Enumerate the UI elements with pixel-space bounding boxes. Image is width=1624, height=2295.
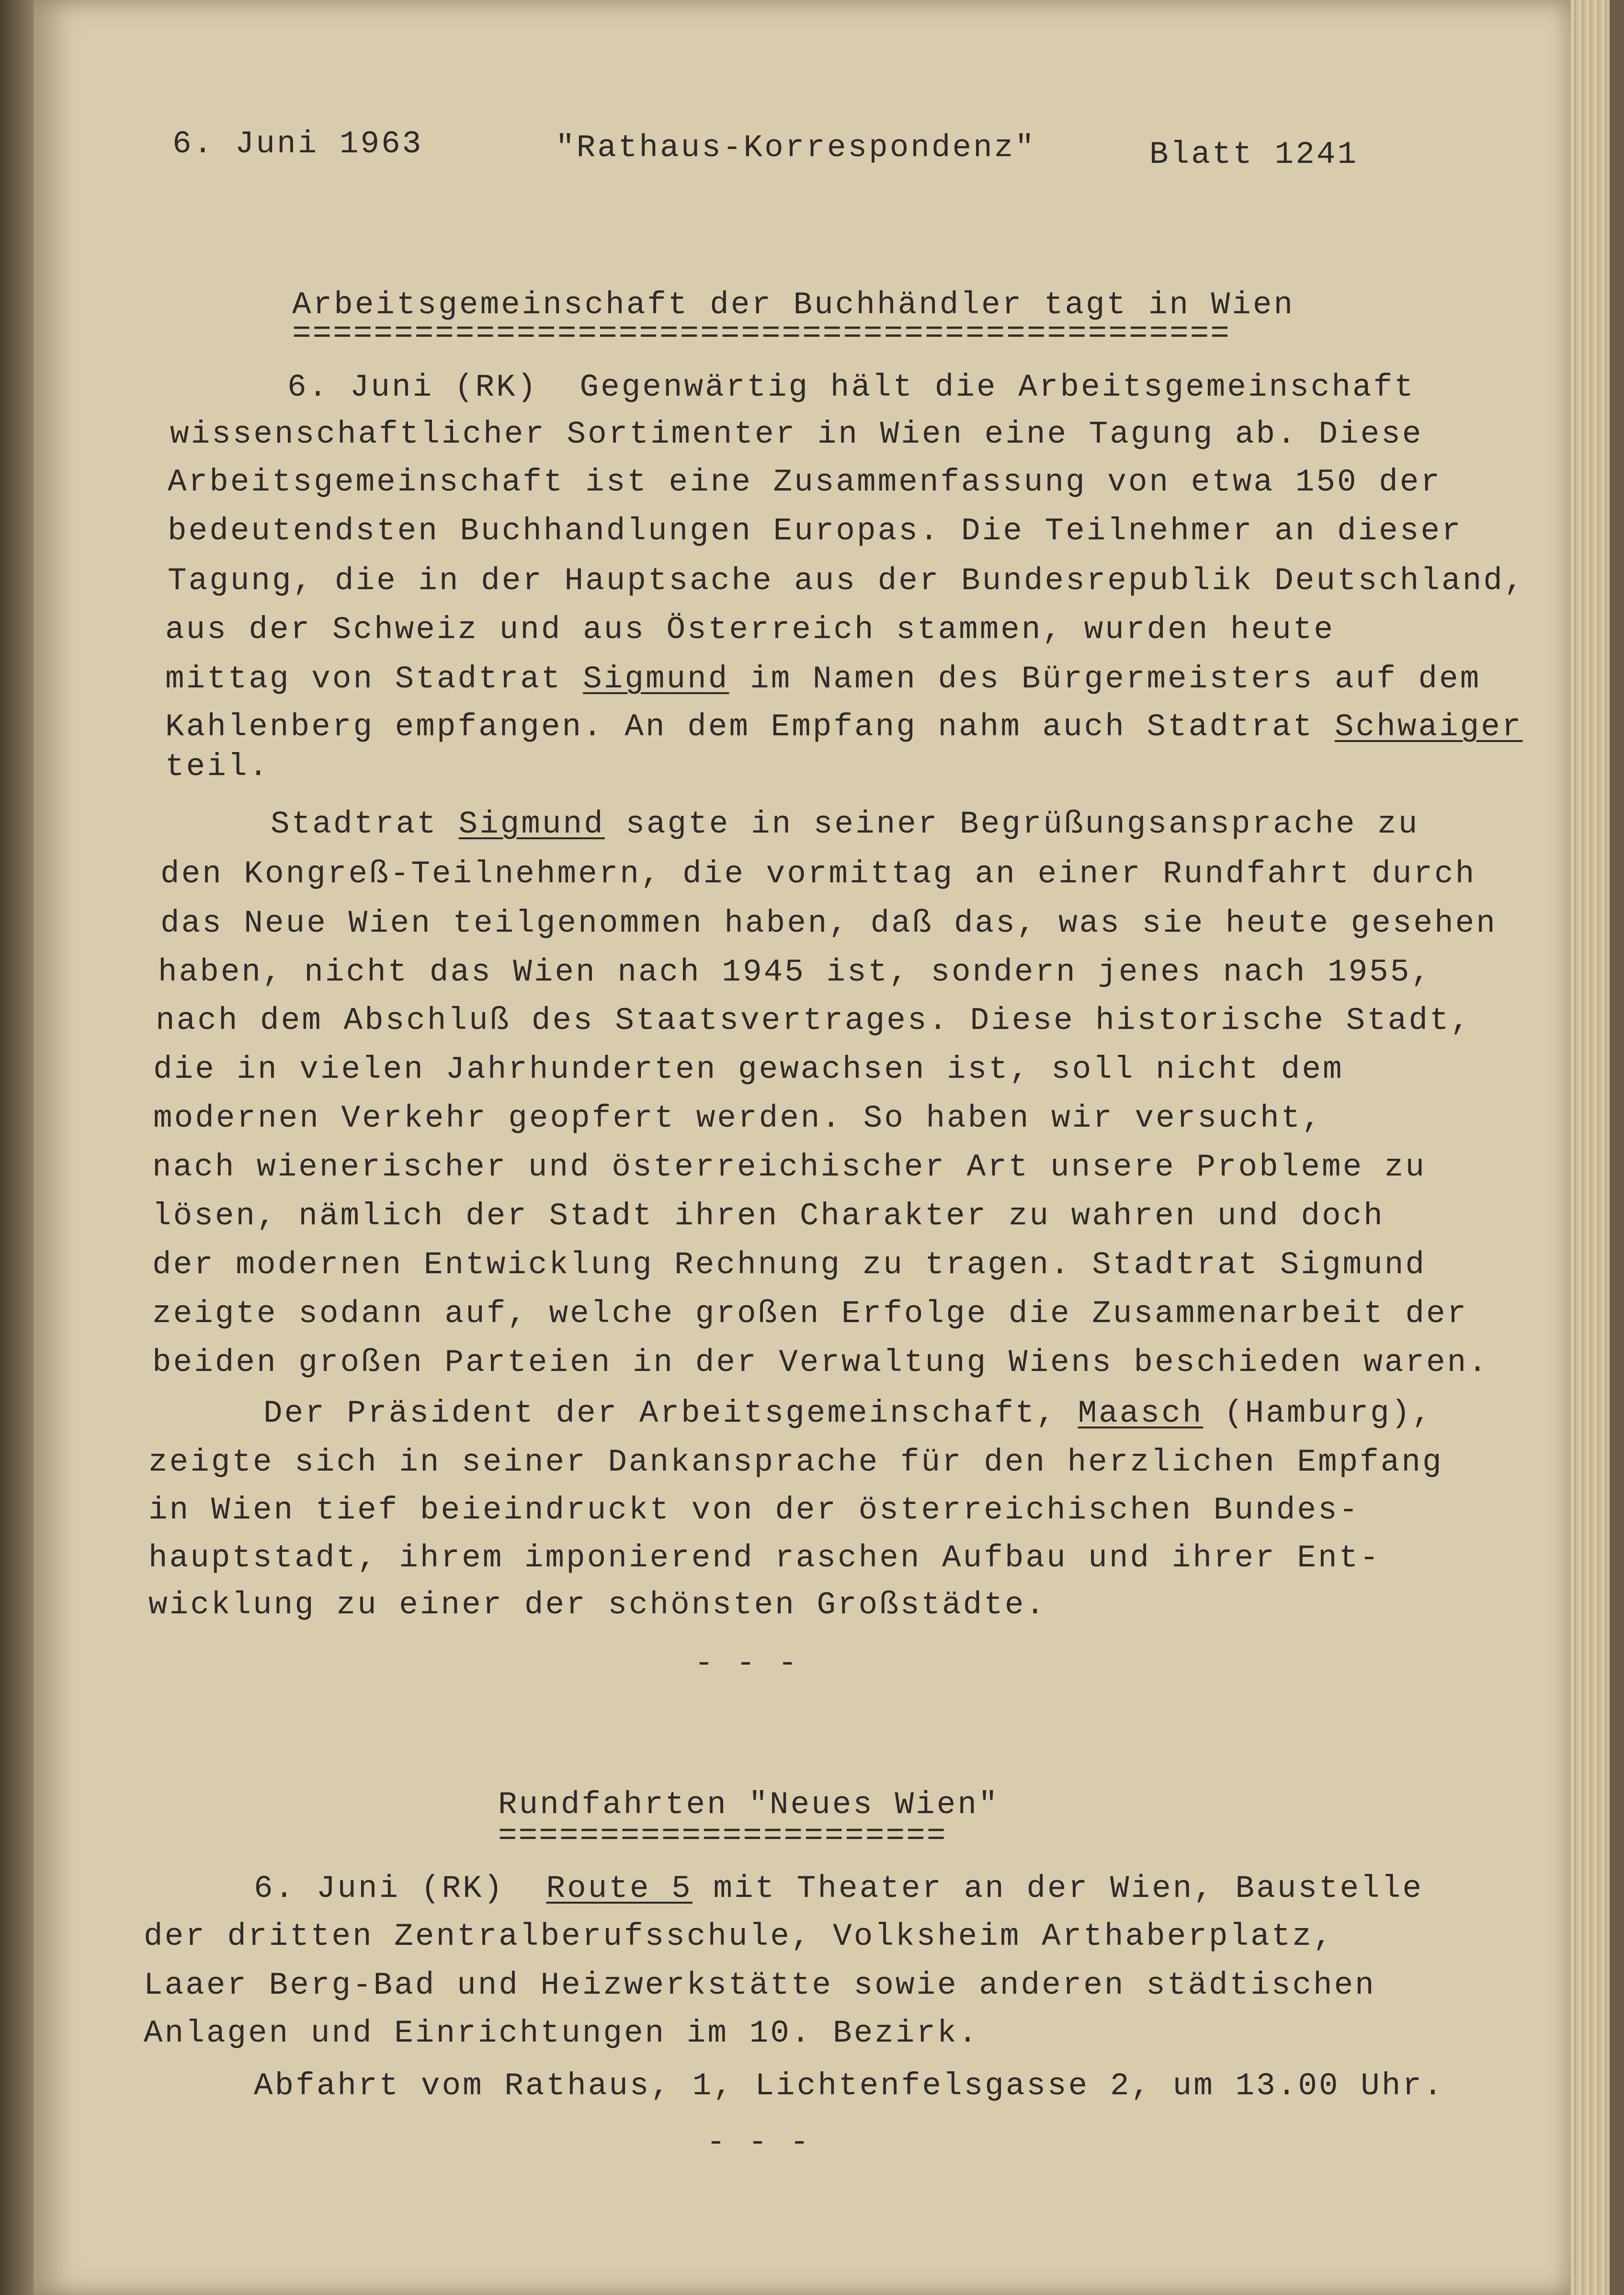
header-sheet-number: Blatt 1241 — [1149, 137, 1359, 172]
text-segment: Stadtrat — [271, 806, 459, 842]
name-sigmund: Sigmund — [583, 661, 729, 697]
article1-p2-line9: lösen, nämlich der Stadt ihren Charakter zu wahren und doch — [152, 1198, 1385, 1234]
article2-p1-line3: Laaer Berg-Bad und Heizwerkstätte sowie anderen städtischen — [144, 1967, 1376, 2003]
article1-p1-line6: aus der Schweiz und aus Österreich stammen, wurden heute — [165, 612, 1335, 648]
article2-title-rule: ====================== — [498, 1818, 947, 1854]
article1-title-rule: ============================================== — [292, 316, 1231, 352]
name-schwaiger: Schwaiger — [1334, 709, 1523, 745]
text-segment: 6. Juni (RK) — [254, 1871, 546, 1907]
article1-p2-line5: nach dem Abschluß des Staatsvertrages. Diese historische Stadt, — [156, 1003, 1472, 1039]
article1-p1-line1: 6. Juni (RK) Gegenwärtig hält die Arbeitsgemeinschaft — [287, 369, 1415, 405]
article1-separator: - - - — [694, 1645, 799, 1681]
article1-p3-line3: in Wien tief beieindruckt von der österreichischen Bundes- — [148, 1492, 1360, 1528]
text-segment: mittag von Stadtrat — [165, 661, 583, 697]
article2-departure: Abfahrt vom Rathaus, 1, Lichtenfelsgasse 2, um 13.00 Uhr. — [254, 2068, 1444, 2104]
text-segment: Der Präsident der Arbeitsgemeinschaft, — [263, 1395, 1078, 1431]
article1-p2-line10: der modernen Entwicklung Rechnung zu tragen. Stadtrat Sigmund — [152, 1247, 1426, 1283]
article1-p1-line9: teil. — [165, 749, 270, 785]
text-segment: sagte in seiner Begrüßungsansprache zu — [604, 806, 1420, 842]
article1-p3-line5: wicklung zu einer der schönsten Großstädte. — [148, 1587, 1047, 1623]
article1-p1-line5: Tagung, die in der Hauptsache aus der Bundesrepublik Deutschland, — [168, 563, 1525, 599]
article1-p1-line3: Arbeitsgemeinschaft ist eine Zusammenfassung von etwa 150 der — [168, 464, 1442, 500]
text-segment: im Namen des Bürgermeisters auf dem — [729, 661, 1481, 697]
name-sigmund: Sigmund — [458, 806, 605, 842]
article1-p2-line1 — [271, 806, 1420, 842]
article1-p2-line3: das Neue Wien teilgenommen haben, daß das, was sie heute gesehen — [160, 905, 1497, 941]
article1-p1-line4: bedeutendsten Buchhandlungen Europas. Die Teilnehmer an dieser — [168, 513, 1463, 549]
article2-title: Rundfahrten "Neues Wien" — [498, 1787, 999, 1823]
route-5: Route 5 — [546, 1871, 693, 1907]
article1-p2-line4: haben, nicht das Wien nach 1945 ist, sondern jenes nach 1955, — [158, 954, 1432, 990]
article1-p3-line2: zeigte sich in seiner Dankansprache für den herzlichen Empfang — [148, 1444, 1443, 1480]
article1-title: Arbeitsgemeinschaft der Buchhändler tagt in Wien — [292, 287, 1295, 323]
text-segment: (Hamburg), — [1203, 1395, 1433, 1431]
article2-separator: - - - — [706, 2124, 811, 2160]
name-maasch: Maasch — [1078, 1395, 1204, 1431]
article1-p2-line7: modernen Verkehr geopfert werden. So haben wir versucht, — [153, 1100, 1323, 1136]
article1-p2-line6: die in vielen Jahrhunderten gewachsen ist, soll nicht dem — [153, 1051, 1344, 1087]
text-segment: mit Theater an der Wien, Baustelle — [692, 1871, 1423, 1907]
article1-p2-line11: zeigte sodann auf, welche großen Erfolge die Zusammenarbeit der — [152, 1296, 1468, 1332]
article1-p1-line2: wissenschaftlicher Sortimenter in Wien eine Tagung ab. Diese — [170, 416, 1423, 452]
article2-p1-line1 — [254, 1873, 1423, 1905]
article2-p1-line2: der dritten Zentralberufsschule, Volksheim Arthaberplatz, — [144, 1918, 1334, 1954]
header-publication: "Rathaus-Korrespondenz" — [556, 130, 1036, 166]
article1-p2-line12: beiden großen Parteien in der Verwaltung Wiens beschieden waren. — [152, 1345, 1489, 1381]
article1-p1-line8 — [165, 711, 1522, 743]
article1-p2-line2: den Kongreß-Teilnehmern, die vormittag an einer Rundfahrt durch — [160, 856, 1476, 892]
article1-p3-line4: hauptstadt, ihrem imponierend raschen Aufbau und ihrer Ent- — [148, 1540, 1381, 1576]
article2-p1-line4: Anlagen und Einrichtungen im 10. Bezirk. — [144, 2015, 979, 2051]
article1-p2-line8: nach wienerischer und österreichischer Art unsere Probleme zu — [152, 1149, 1426, 1185]
article1-p3-line1 — [263, 1395, 1433, 1431]
book-cover-edge — [1610, 0, 1624, 2295]
header-date: 6. Juni 1963 — [172, 126, 423, 162]
article1-p1-line7 — [165, 663, 1481, 695]
text-segment: Kahlenberg empfangen. An dem Empfang nahm auch Stadtrat — [165, 709, 1335, 745]
